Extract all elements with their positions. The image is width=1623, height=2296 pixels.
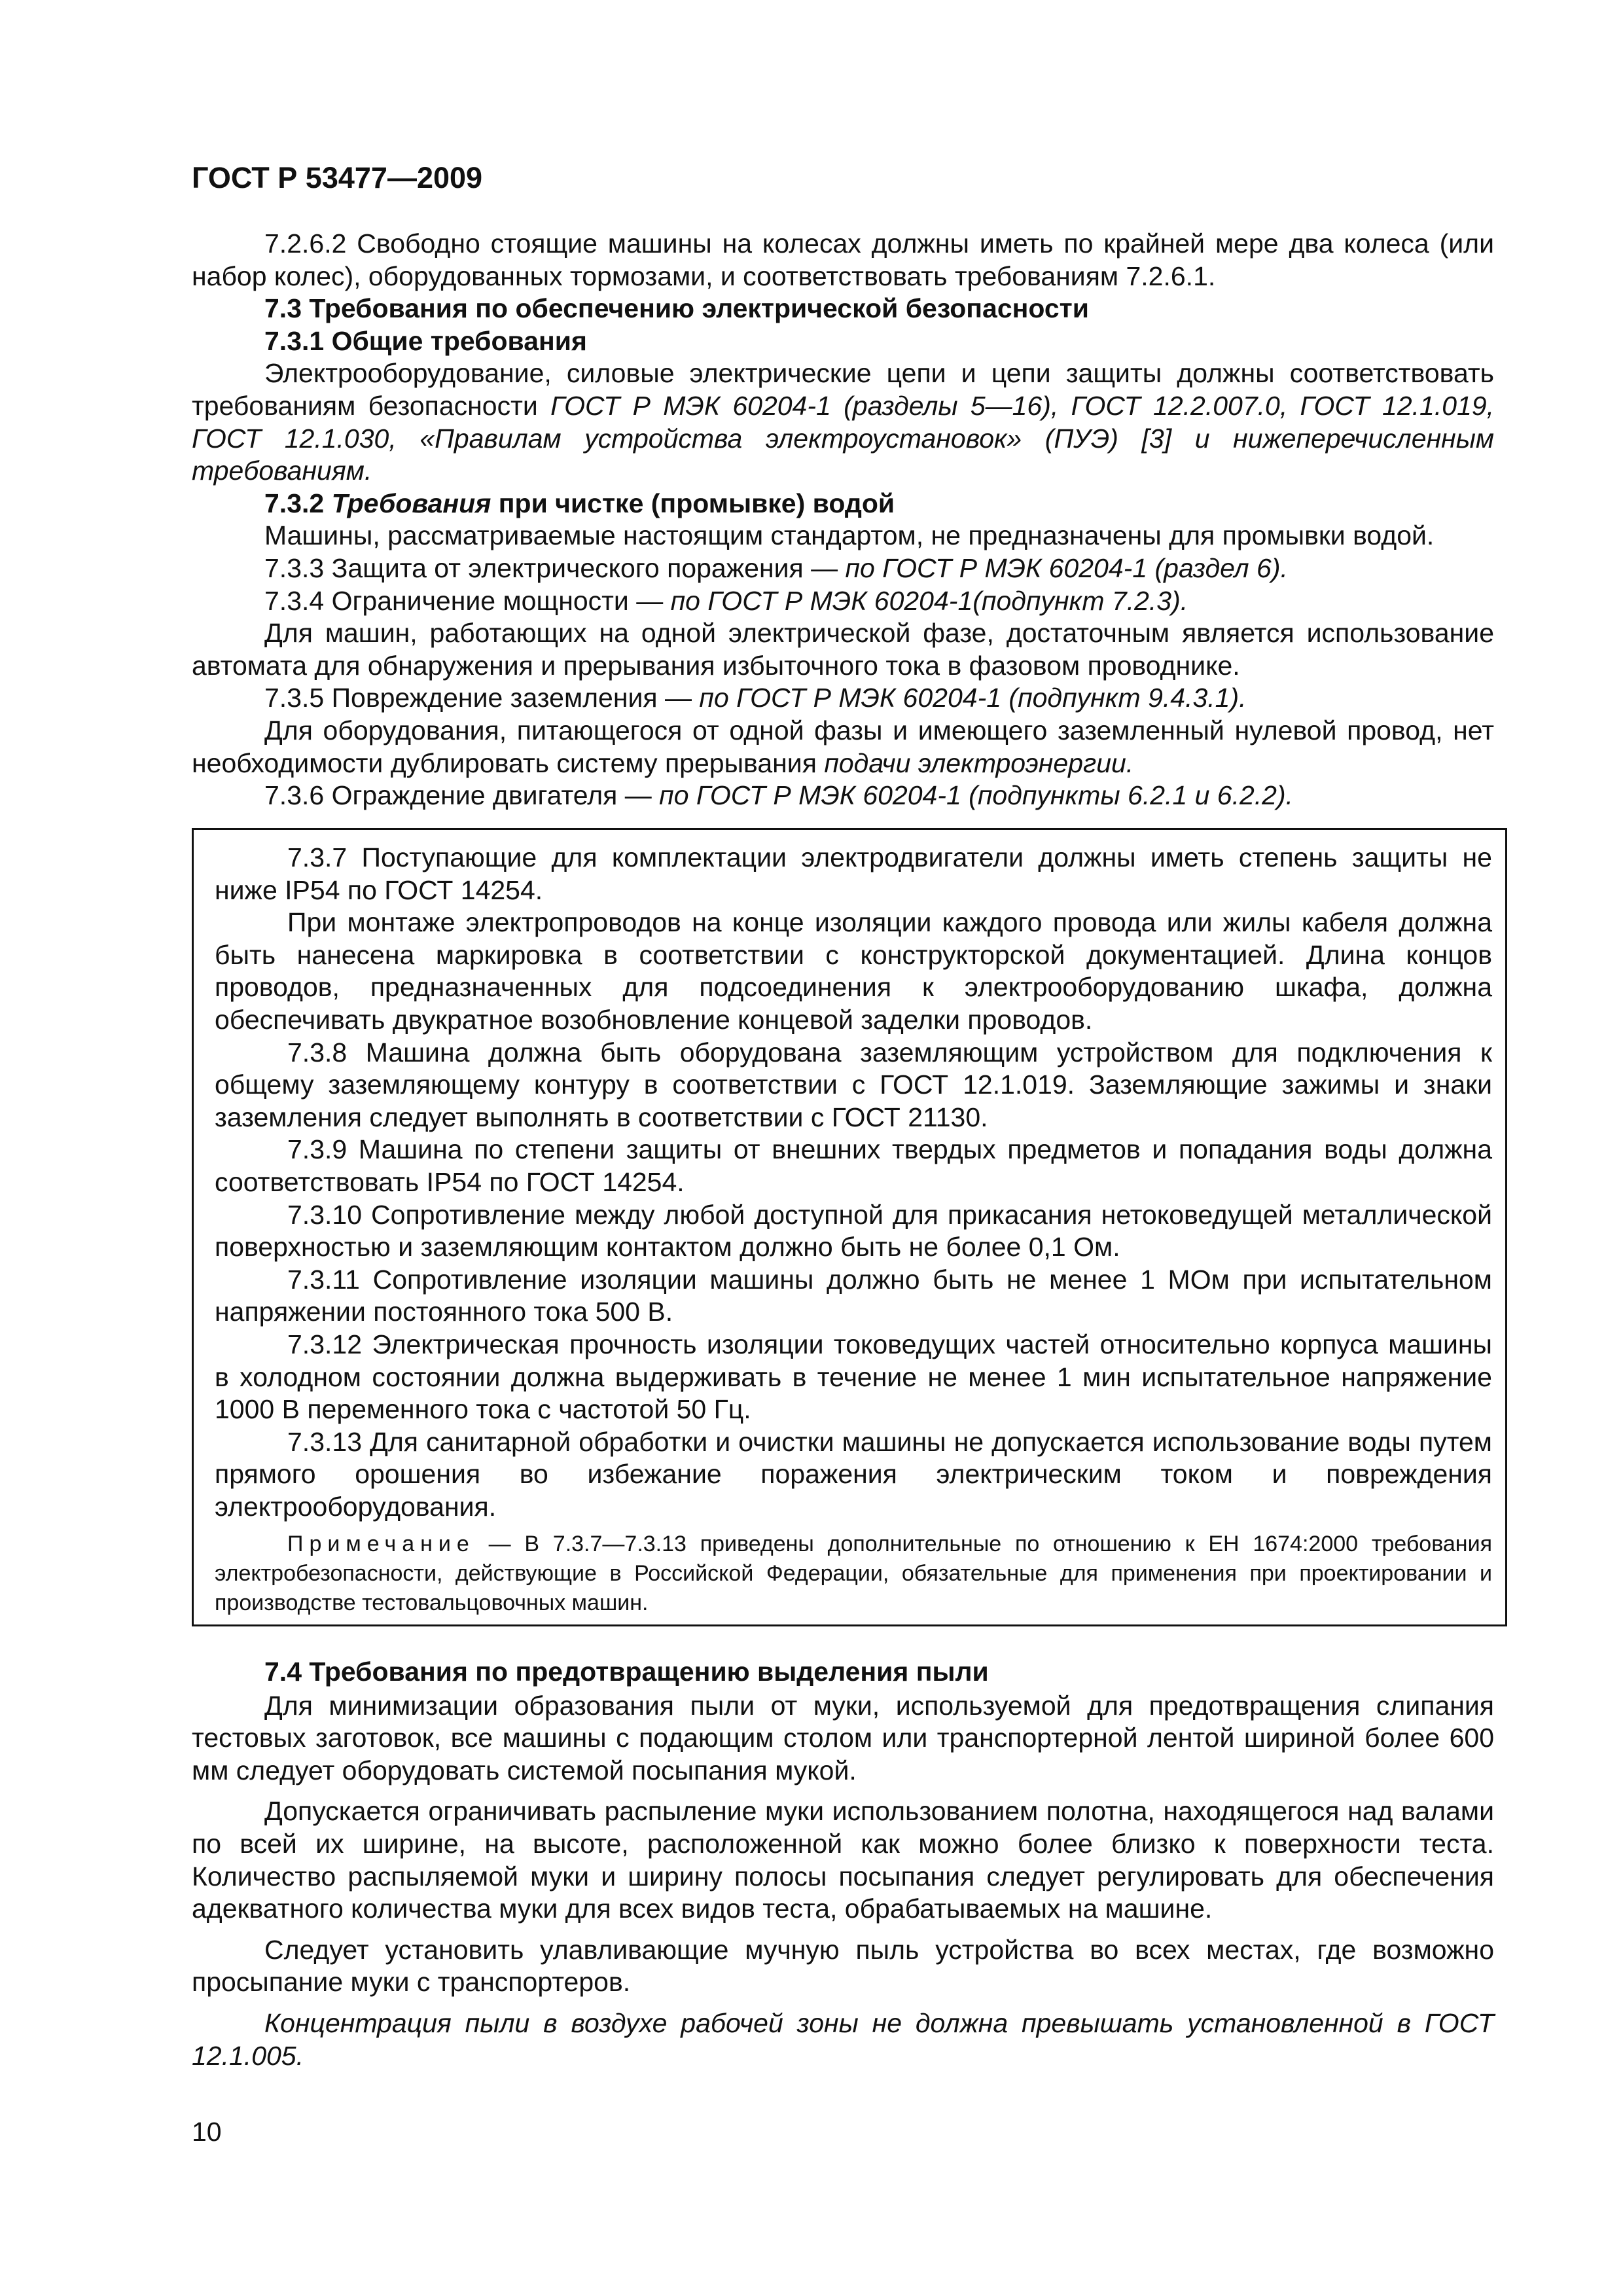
heading-7-3-2-italic: Требования [331,488,491,518]
paragraph-7-4-4 [192,2007,1494,2072]
paragraph-7-3-5-plain: 7.3.5 Повреждение заземления — [264,683,700,713]
note [215,1530,1492,1618]
paragraph-7-3-5-b [192,715,1494,780]
paragraph-7-4-4-italic: Концентрация пыли в воздухе рабочей зоны не должна превышать установленной в ГОСТ 12.1.005. [192,2007,1494,2071]
paragraph-7-3-5-reference: по ГОСТ Р МЭК 60204-1 (подпункт 9.4.3.1). [699,683,1247,713]
heading-7-4: 7.4 Требования по предотвращению выделения пыли [264,1657,989,1687]
paragraph-7-4-1: Для минимизации образования пыли от муки, используемой для предотвращения слипания тестовых заготовок, все машины с подающим столом или транспортерной лентой шириной более 600 мм следует оборудовать системой посыпания мукой. [192,1690,1494,1785]
paragraph-7-3-5-b-plain: Для оборудования, питающегося от одной фазы и имеющего заземленный нулевой провод, нет необходимости дублировать систему прерывания [192,715,1494,778]
paragraph-7-3-6-reference: по ГОСТ Р МЭК 60204-1 (подпункты 6.2.1 и 6.2.2). [659,780,1294,811]
national-requirements-box [192,828,1507,1626]
paragraph-7-3-12: 7.3.12 Электрическая прочность изоляции токоведущих частей относительно корпуса машины в холодном состоянии должна выдерживать в течение не менее 1 мин испытательное напряжение 1000 В переменного тока с частотой 50 Гц. [215,1329,1492,1425]
heading-7-3: 7.3 Требования по обеспечению электрической безопасности [264,293,1089,324]
paragraph-7-3-2: Машины, рассматриваемые настоящим стандартом, не предназначены для промывки водой. [264,520,1435,551]
heading-7-3-2-number: 7.3.2 [264,488,332,518]
document-header: ГОСТ Р 53477—2009 [192,161,483,194]
paragraph-7-3-10: 7.3.10 Сопротивление между любой доступной для прикасания нетоковедущей металлической поверхностью и заземляющим контактом должно быть не более 0,1 Ом. [215,1199,1492,1263]
page-number: 10 [192,2117,222,2147]
heading-7-3-2-rest: при чистке (промывке) водой [491,488,895,518]
paragraph-7-2-6-2: 7.2.6.2 Свободно стоящие машины на колесах должны иметь по крайней мере два колеса (или набор колес), оборудованных тормозами, и соответствовать требованиям 7.2.6.1. [192,228,1494,291]
paragraph-7-3-3-plain: 7.3.3 Защита от электрического поражения — [264,552,846,583]
paragraph-7-3-4-reference: по ГОСТ Р МЭК 60204-1(подпункт 7.2.3). [670,585,1188,616]
paragraph-7-3-11: 7.3.11 Сопротивление изоляции машины должно быть не менее 1 МОм при испытательном напряжении постоянного тока 500 В. [215,1264,1492,1327]
paragraph-7-3-9: 7.3.9 Машина по степени защиты от внешних твердых предметов и попадания воды должна соответствовать IP54 по ГОСТ 14254. [215,1134,1492,1197]
paragraph-7-3-13: 7.3.13 Для санитарной обработки и очистки машины не допускается использование воды путем прямого орошения во избежание поражения электрическим током и повреждения электрооборудования. [215,1426,1492,1522]
heading-7-3-1: 7.3.1 Общие требования [264,325,587,356]
paragraph-7-3-6 [192,780,1494,812]
paragraph-7-3-6-plain: 7.3.6 Ограждение двигателя — [264,780,660,811]
paragraph-7-3-1-references: ГОСТ Р МЭК 60204-1 (разделы 5—16), ГОСТ 12.2.007.0, ГОСТ 12.1.019, ГОСТ 12.1.030, «Правилам устройства электроустановок» (ПУЭ) [3] и нижеперечисленным требованиям. [192,390,1494,486]
paragraph-7-3-1 [192,357,1494,487]
paragraph-7-3-3 [192,552,1494,585]
paragraph-7-3-4 [192,585,1494,618]
paragraph-7-3-7: 7.3.7 Поступающие для комплектации электродвигатели должны иметь степень защиты не ниже IP54 по ГОСТ 14254. [215,842,1492,905]
note-label: Примечание [287,1532,475,1557]
section-7-4 [192,1656,1494,2072]
paragraph-7-3-4-plain: 7.3.4 Ограничение мощности — [264,585,671,616]
paragraph-7-3-8: 7.3.8 Машина должна быть оборудована заземляющим устройством для подключения к общему заземляющему контуру в соответствии с ГОСТ 12.1.019. Заземляющие зажимы и знаки заземления следует выполнять в соответствии с ГОСТ 21130. [215,1037,1492,1132]
heading-7-3-2 [192,488,1494,520]
paragraph-7-3-5-b-italic: подачи электроэнергии. [824,747,1134,778]
note-text: — В 7.3.7—7.3.13 приведены дополнительные по отношению к ЕН 1674:2000 требования электробезопасности, действующие в Российской Федерации, обязательные для применения при проектировании и производстве тестовальцовочных машин. [215,1532,1492,1616]
paragraph-7-3-5 [192,682,1494,715]
paragraph-7-3-7-b: При монтаже электропроводов на конце изоляции каждого провода или жилы кабеля должна быть нанесена маркировка в соответствии с конструкторской документацией. Длина концов проводов, предназначенных для подсоединения к электрооборудованию шкафа, должна обеспечивать двукратное возобновление концевой заделки проводов. [215,907,1492,1035]
section-7-3-top [192,228,1494,812]
paragraph-7-3-4-b: Для машин, работающих на одной электрической фазе, достаточным является использование автомата для обнаружения и прерывания избыточного тока в фазовом проводнике. [192,618,1494,681]
paragraph-7-4-2: Допускается ограничивать распыление муки использованием полотна, находящегося над валами по всей их ширине, на высоте, расположенной как можно более близко к поверхности теста. Количество распыляемой муки и ширину полосы посыпания следует регулировать для обеспечения адекватного количества муки для всех видов теста, обрабатываемых на машине. [192,1796,1494,1924]
paragraph-7-3-3-reference: по ГОСТ Р МЭК 60204-1 (раздел 6). [845,552,1288,583]
paragraph-7-4-3: Следует установить улавливающие мучную пыль устройства во всех местах, где возможно просыпание муки с транспортеров. [192,1934,1494,1998]
paragraph-7-3-1-plain: Электрооборудование, силовые электрические цепи и цепи защиты должны соответствовать требованиям безопасности [192,358,1494,421]
